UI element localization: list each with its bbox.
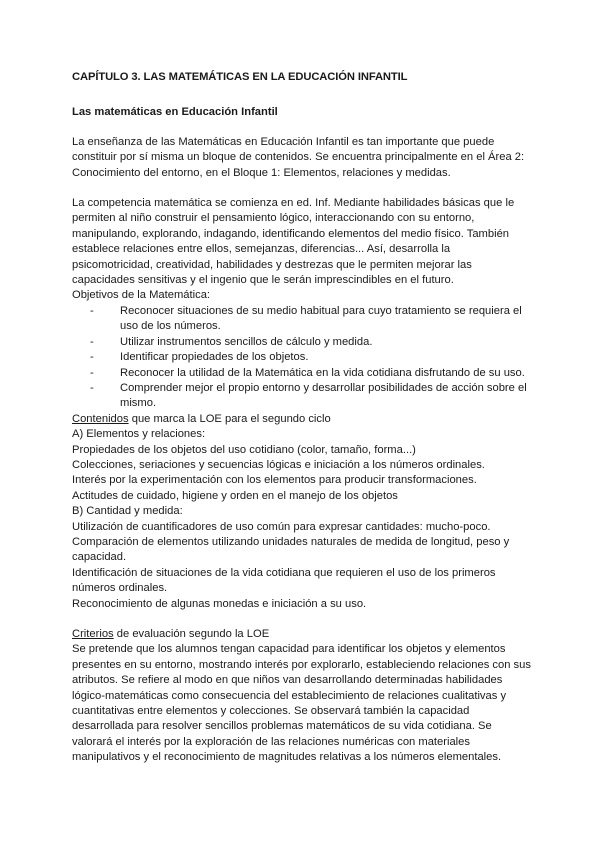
criteria-heading — [72, 627, 534, 642]
contents-line: Colecciones, seriaciones y secuencias lógicas e iniciación a los números ordinales. — [72, 458, 485, 471]
list-item: - Identificar propiedades de los objetos. — [90, 350, 534, 365]
contents-heading-underlined: Contenidos — [72, 412, 129, 425]
contents-section — [72, 412, 534, 612]
contents-line: Actitudes de cuidado, higiene y orden en el manejo de los objetos — [72, 489, 398, 502]
intro-paragraph: La enseñanza de las Matemáticas en Educación Infantil es tan importante que puede constituir por sí misma un bloque de contenidos. Se encuentra principalmente en el Área 2: Conocimiento del entorno, en el Bloque 1: Elementos, relaciones y medidas. — [72, 135, 525, 179]
contents-line: Identificación de situaciones de la vida cotidiana que requieren el uso de los primeros números ordinales. — [72, 566, 496, 595]
document-page — [72, 70, 534, 766]
contents-line: Comparación de elementos utilizando unidades naturales de medida de longitud, peso y capacidad. — [72, 535, 510, 564]
contents-heading — [72, 412, 534, 427]
list-item: - Reconocer la utilidad de la Matemática en la vida cotidiana disfrutando de su uso. — [90, 366, 534, 381]
section-title: Las matemáticas en Educación Infantil — [72, 106, 278, 119]
contents-line: Utilización de cuantificadores de uso común para expresar cantidades: mucho-poco. — [72, 520, 491, 533]
criteria-paragraph: Se pretende que los alumnos tengan capacidad para identificar los objetos y elementos presentes en su entorno, mostrando interés por explorarlo, estableciendo relaciones con sus atributos. Se refiere al modo en que niños van desarrollando determinadas habilidades lógico-matemáticas como consecuencia del establecimiento de relaciones cualitativas y cuantitativas entre elementos y colecciones. Se observará también la capacidad desarrollada para resolver sencillos problemas matemáticos de su vida cotidiana. Se valorará el interés por la exploración de las relaciones numéricas con materiales manipulativos y el reconocimiento de magnitudes relativas a los números elementales. — [72, 643, 531, 764]
objectives-heading: Objetivos de la Matemática: — [72, 289, 211, 302]
objectives-list — [72, 304, 534, 412]
contents-line: Reconocimiento de algunas monedas e iniciación a su uso. — [72, 597, 367, 610]
list-item: - Utilizar instrumentos sencillos de cálculo y medida. — [90, 335, 534, 350]
chapter-title: CAPÍTULO 3. LAS MATEMÁTICAS EN LA EDUCACIÓN INFANTIL — [72, 71, 408, 83]
list-item: - Comprender mejor el propio entorno y desarrollar posibilidades de acción sobre el mismo. — [90, 381, 534, 412]
contents-line: A) Elementos y relaciones: — [72, 428, 206, 441]
contents-line: B) Cantidad y medida: — [72, 505, 183, 518]
criteria-section — [72, 627, 534, 766]
contents-line: Propiedades de los objetos del uso cotidiano (color, tamaño, forma...) — [72, 443, 416, 456]
criteria-heading-underlined: Criterios — [72, 628, 114, 640]
contents-line: Interés por la experimentación con los elementos para producir transformaciones. — [72, 474, 477, 487]
list-item: - Reconocer situaciones de su medio habitual para cuyo tratamiento se requiera el uso de los números. — [90, 304, 534, 335]
criteria-heading-rest: de evaluación segundo la LOE — [113, 628, 270, 640]
competence-paragraph: La competencia matemática se comienza en ed. Inf. Mediante habilidades básicas que le permiten al niño construir el pensamiento lógico, interaccionando con su entorno, manipulando, explorando, indagando, identificando elementos del medio físico. También establece relaciones entre ellos, semejanzas, diferencias... Así, desarrolla la psicomotricidad, creatividad, habilidades y destrezas que le permiten mejorar las capacidades sensitivas y el ingenio que le serán imprescindibles en el futuro. — [72, 197, 515, 287]
contents-heading-rest: que marca la LOE para el segundo ciclo — [128, 412, 331, 425]
